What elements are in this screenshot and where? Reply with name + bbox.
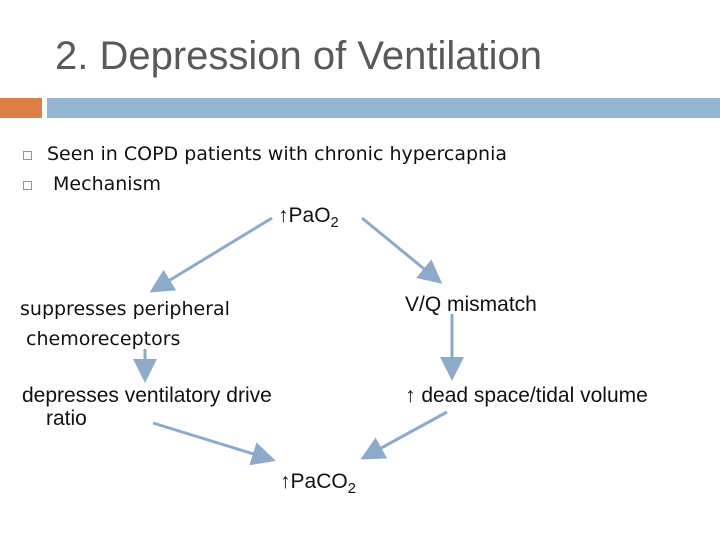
node-suppresses-chemoreceptors <box>20 294 230 354</box>
bullet-text: Mechanism <box>47 173 161 195</box>
bullet-text: Seen in COPD patients with chronic hypercapnia <box>47 143 507 165</box>
node-suppresses-line2: chemoreceptors <box>20 328 181 350</box>
node-dead-space: ↑ dead space/tidal volume <box>405 384 648 407</box>
node-depresses-line2: ratio <box>46 407 87 430</box>
node-suppresses-line1: suppresses peripheral <box>20 298 230 320</box>
arrow-right-to-bottom <box>363 412 447 458</box>
node-paco2-prefix: ↑Pa <box>280 470 317 493</box>
node-pao2-prefix: ↑Pa <box>278 204 315 227</box>
node-depresses-drive <box>22 384 272 430</box>
node-paco2-sub: 2 <box>347 481 356 498</box>
node-paco2 <box>280 470 356 501</box>
node-paco2-main: CO <box>316 470 348 493</box>
slide-title: 2. Depression of Ventilation <box>55 34 542 78</box>
arrow-top-to-left <box>152 218 272 291</box>
node-pao2 <box>278 204 339 235</box>
node-vq-mismatch: V/Q mismatch <box>405 293 537 316</box>
node-depresses-line1: depresses ventilatory drive <box>22 384 272 407</box>
node-pao2-sub: 2 <box>330 215 339 232</box>
arrow-top-to-right <box>362 218 440 282</box>
node-pao2-main: O <box>314 204 331 227</box>
